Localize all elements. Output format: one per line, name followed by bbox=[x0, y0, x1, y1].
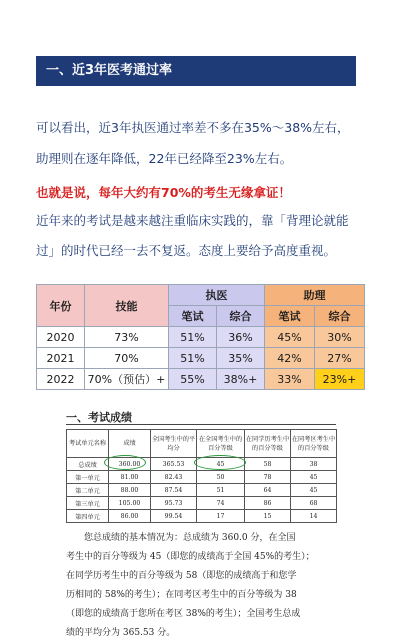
highlight-oval bbox=[194, 455, 246, 470]
score-table bbox=[66, 429, 337, 523]
score-summary-line: 您总成绩的基本情况为：总成绩为 360.0 分，在全国 bbox=[84, 533, 296, 543]
score-cell: 86 bbox=[245, 497, 291, 510]
score-cell: 51 bbox=[197, 484, 245, 497]
score-summary-line: （即您的成绩高于您所在考区 38%的考生）；全国考生总成 bbox=[66, 609, 301, 619]
score-cell: 总成绩 bbox=[67, 458, 109, 471]
table-row bbox=[37, 348, 365, 369]
table-row bbox=[67, 471, 337, 484]
cell-zhiyi-written: 51% bbox=[169, 348, 217, 369]
score-cell: 88.00 bbox=[109, 484, 151, 497]
score-cell: 105.00 bbox=[109, 497, 151, 510]
header-zhuli-written: 笔试 bbox=[265, 306, 315, 327]
table-row bbox=[37, 327, 365, 348]
score-cell: 17 bbox=[197, 510, 245, 523]
score-cell: 45 bbox=[291, 471, 337, 484]
score-cell: 15 bbox=[245, 510, 291, 523]
cell-year: 2021 bbox=[37, 348, 85, 369]
cell-zhuli-written: 42% bbox=[265, 348, 315, 369]
score-cell: 87.54 bbox=[151, 484, 197, 497]
table-row bbox=[37, 369, 365, 390]
header-zhiyi-total: 综合 bbox=[217, 306, 265, 327]
score-header: 在全国考生中的百分等级 bbox=[197, 430, 245, 458]
score-cell: 38 bbox=[291, 458, 337, 471]
section-title: 一、近3年医考通过率 bbox=[36, 56, 356, 86]
score-cell: 78 bbox=[245, 471, 291, 484]
score-header: 全国考生中的平均分 bbox=[151, 430, 197, 458]
paragraph-warning: 也就是说，每年大约有70%的考生无缘拿证！ bbox=[36, 185, 291, 200]
paragraph-pass-rate: 可以看出，近3年执医通过率差不多在35%～38%左右， bbox=[36, 120, 350, 135]
pass-rate-table bbox=[36, 284, 365, 390]
score-header: 在同考区考生中的百分等级 bbox=[291, 430, 337, 458]
score-report-title: 一、考试成绩 bbox=[66, 411, 132, 424]
score-cell: 14 bbox=[291, 510, 337, 523]
score-cell: 68 bbox=[291, 497, 337, 510]
score-cell: 74 bbox=[197, 497, 245, 510]
score-cell: 第二单元 bbox=[67, 484, 109, 497]
score-summary-line: 在同学历考生中的百分等级为 58（即您的成绩高于和您学 bbox=[66, 571, 297, 581]
score-cell: 82.43 bbox=[151, 471, 197, 484]
cell-zhiyi-total: 35% bbox=[217, 348, 265, 369]
cell-zhuli-total: 27% bbox=[315, 348, 365, 369]
score-cell: 86.00 bbox=[109, 510, 151, 523]
score-cell: 45 bbox=[197, 458, 245, 471]
score-cell: 365.53 bbox=[151, 458, 197, 471]
divider bbox=[66, 424, 336, 425]
paragraph-assistant-trend: 助理则在逐年降低，22年已经降至23%左右。 bbox=[36, 151, 293, 166]
score-cell: 第三单元 bbox=[67, 497, 109, 510]
score-cell: 58 bbox=[245, 458, 291, 471]
header-skill: 技能 bbox=[85, 285, 169, 327]
cell-year: 2022 bbox=[37, 369, 85, 390]
header-zhuli: 助理 bbox=[265, 285, 365, 306]
score-table-header bbox=[67, 430, 337, 458]
score-cell: 45 bbox=[291, 484, 337, 497]
cell-zhuli-total: 23%+ bbox=[315, 369, 365, 390]
score-summary-line: 绩的平均分为 365.53 分。 bbox=[66, 628, 176, 638]
score-cell: 第一单元 bbox=[67, 471, 109, 484]
table-row bbox=[67, 497, 337, 510]
highlight-oval bbox=[104, 455, 146, 470]
cell-skill: 73% bbox=[85, 327, 169, 348]
cell-skill: 70%（预估）+ bbox=[85, 369, 169, 390]
score-cell: 50 bbox=[197, 471, 245, 484]
cell-year: 2020 bbox=[37, 327, 85, 348]
score-cell: 81.00 bbox=[109, 471, 151, 484]
header-year: 年份 bbox=[37, 285, 85, 327]
cell-zhuli-total: 30% bbox=[315, 327, 365, 348]
cell-zhiyi-written: 51% bbox=[169, 327, 217, 348]
score-summary-line: 考生中的百分等级为 45（即您的成绩高于全国 45%的考生）； bbox=[66, 552, 315, 562]
score-cell: 64 bbox=[245, 484, 291, 497]
paragraph-advice: 近年来的考试是越来越注重临床实践的，靠「背理论就能过」的时代已经一去不复返。态度上要给予高度重视。 bbox=[36, 213, 349, 258]
cell-zhiyi-total: 36% bbox=[217, 327, 265, 348]
score-cell: 99.54 bbox=[151, 510, 197, 523]
table-row bbox=[67, 484, 337, 497]
score-cell: 95.73 bbox=[151, 497, 197, 510]
cell-zhiyi-total: 38%+ bbox=[217, 369, 265, 390]
cell-zhuli-written: 45% bbox=[265, 327, 315, 348]
header-zhiyi-written: 笔试 bbox=[169, 306, 217, 327]
score-cell: 第四单元 bbox=[67, 510, 109, 523]
header-zhuli-total: 综合 bbox=[315, 306, 365, 327]
score-header: 考试单元名称 bbox=[67, 430, 109, 458]
cell-zhuli-written: 33% bbox=[265, 369, 315, 390]
cell-skill: 70% bbox=[85, 348, 169, 369]
score-report-image bbox=[60, 405, 340, 640]
top-bar bbox=[0, 0, 400, 14]
score-cell: 360.00 bbox=[109, 458, 151, 471]
header-zhiyi: 执医 bbox=[169, 285, 265, 306]
score-summary-line: 历相同的 58%的考生）；在同考区考生中的百分等级为 38 bbox=[66, 590, 297, 600]
cell-zhiyi-written: 55% bbox=[169, 369, 217, 390]
table-row bbox=[67, 510, 337, 523]
score-header: 在同学历考生中的百分等级 bbox=[245, 430, 291, 458]
score-header: 成绩 bbox=[109, 430, 151, 458]
